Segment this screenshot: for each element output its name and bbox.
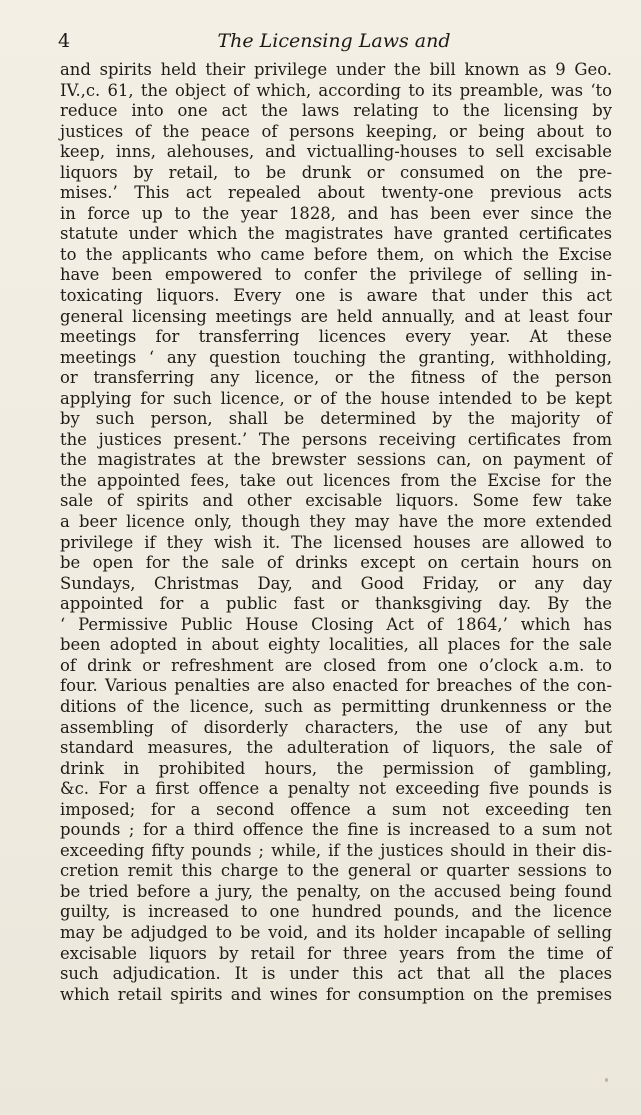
text-line: by such person, shall be determined by the majority of bbox=[60, 409, 612, 429]
text-line: drink in prohibited hours, the permission of gambling, bbox=[60, 758, 612, 778]
text-line: have been empowered to confer the privilege of selling in- bbox=[60, 265, 612, 285]
text-line: guilty, is increased to one hundred pounds, and the licence bbox=[60, 902, 612, 922]
page-number: 4 bbox=[58, 30, 71, 52]
text-line: the appointed fees, take out licences from the Excise for the bbox=[60, 470, 612, 490]
text-line: statute under which the magistrates have granted certificates bbox=[60, 224, 612, 244]
text-line: standard measures, the adulteration of liquors, the sale of bbox=[60, 738, 612, 758]
text-line: applying for such licence, or of the house intended to be kept bbox=[60, 388, 612, 408]
text-line: general licensing meetings are held annually, and at least four bbox=[60, 306, 612, 326]
page-header bbox=[58, 30, 610, 56]
text-line: IV.,c. 61, the object of which, according to its preamble, was ‘to bbox=[60, 80, 612, 100]
text-line: ditions of the licence, such as permitting drunkenness or the bbox=[60, 696, 612, 716]
running-title: The Licensing Laws and bbox=[217, 30, 451, 52]
text-line: assembling of disorderly characters, the use of any but bbox=[60, 717, 612, 737]
text-line: to the applicants who came before them, on which the Excise bbox=[60, 244, 612, 264]
text-line: meetings for transferring licences every year. At these bbox=[60, 327, 612, 347]
text-line: Sundays, Christmas Day, and Good Friday, or any day bbox=[60, 573, 612, 593]
text-line: cretion remit this charge to the general or quarter sessions to bbox=[60, 861, 612, 881]
text-line: &c. For a first offence a penalty not exceeding five pounds is bbox=[60, 779, 612, 799]
text-line: reduce into one act the laws relating to the licensing by bbox=[60, 101, 612, 121]
text-line: and spirits held their privilege under the bill known as 9 Geo. bbox=[60, 60, 612, 79]
text-line: ‘ Permissive Public House Closing Act of 1864,’ which has bbox=[60, 614, 612, 634]
text-line: been adopted in about eighty localities, all places for the sale bbox=[60, 635, 612, 655]
text-line: pounds ; for a third offence the fine is increased to a sum not bbox=[60, 820, 612, 840]
text-line: mises.’ This act repealed about twenty-one previous acts bbox=[60, 183, 612, 203]
text-line: may be adjudged to be void, and its holder incapable of selling bbox=[60, 922, 612, 942]
text-line: imposed; for a second offence a sum not exceeding ten bbox=[60, 799, 612, 819]
text-line: meetings ‘ any question touching the granting, withholding, bbox=[60, 347, 612, 367]
text-line: which retail spirits and wines for consumption on the premises bbox=[60, 984, 612, 1004]
text-line: be tried before a jury, the penalty, on the accused being found bbox=[60, 881, 612, 901]
text-line: the magistrates at the brewster sessions can, on payment of bbox=[60, 450, 612, 470]
text-line: exceeding fifty pounds ; while, if the justices should in their dis- bbox=[60, 840, 612, 860]
text-line: the justices present.’ The persons receiving certificates from bbox=[60, 429, 612, 449]
text-line: justices of the peace of persons keeping, or being about to bbox=[60, 121, 612, 141]
text-line: sale of spirits and other excisable liquors. Some few take bbox=[60, 491, 612, 511]
text-line: in force up to the year 1828, and has been ever since the bbox=[60, 203, 612, 223]
text-line: appointed for a public fast or thanksgiving day. By the bbox=[60, 594, 612, 614]
body-text bbox=[60, 60, 612, 1005]
text-line: toxicating liquors. Every one is aware that under this act bbox=[60, 286, 612, 306]
text-line: a beer licence only, though they may have the more extended bbox=[60, 512, 612, 532]
text-line: or transferring any licence, or the fitness of the person bbox=[60, 368, 612, 388]
text-line: privilege if they wish it. The licensed houses are allowed to bbox=[60, 532, 612, 552]
text-line: be open for the sale of drinks except on certain hours on bbox=[60, 553, 612, 573]
text-line: of drink or refreshment are closed from one o’clock a.m. to bbox=[60, 655, 612, 675]
text-line: four. Various penalties are also enacted for breaches of the con- bbox=[60, 676, 612, 696]
text-line: keep, inns, alehouses, and victualling-houses to sell excisable bbox=[60, 142, 612, 162]
text-line: liquors by retail, to be drunk or consumed on the pre- bbox=[60, 162, 612, 182]
text-line: such adjudication. It is under this act that all the places bbox=[60, 964, 612, 984]
paper-speck bbox=[605, 1078, 608, 1082]
text-line: excisable liquors by retail for three years from the time of bbox=[60, 943, 612, 963]
